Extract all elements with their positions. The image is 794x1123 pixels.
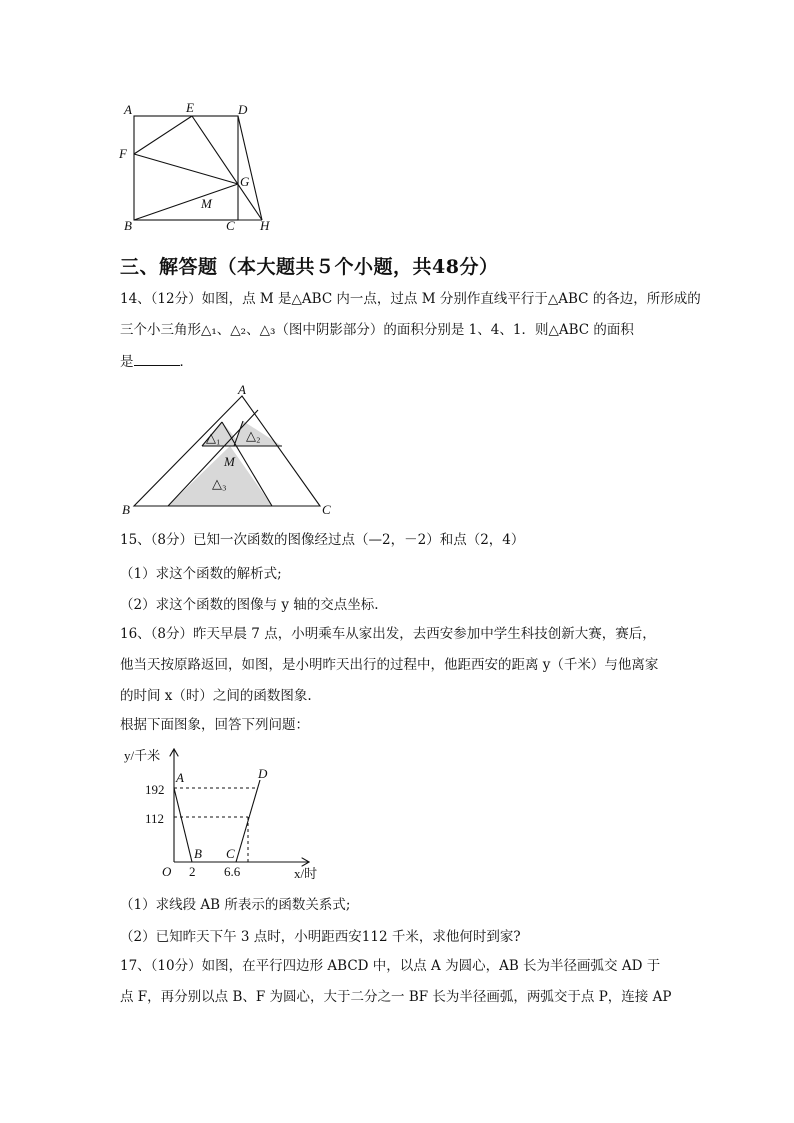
square-figure [110, 96, 290, 236]
label-h: H [260, 218, 270, 233]
graph-point-c: C [226, 846, 235, 861]
graph-point-a: A [176, 770, 184, 785]
segment-ab [174, 788, 192, 862]
label-d: D [238, 102, 248, 117]
q16-line1: 16、（8分）昨天早晨 7 点，小明乘车从家出发，去西安参加中学生科技创新大赛，赛后， [120, 626, 656, 642]
graph-ylabel: y/千米 [124, 748, 161, 763]
segment-fg [134, 154, 238, 184]
distance-time-graph [118, 742, 328, 884]
graph-xlabel: x/时 [294, 866, 318, 881]
segment-fe [134, 116, 192, 154]
square-abcd [134, 116, 238, 220]
q14-line3 [120, 351, 193, 372]
label-f: F [119, 146, 127, 161]
answer-blank [134, 351, 180, 366]
label-m: M [201, 196, 212, 211]
q14-line2: 三个小三角形△₁、△₂、△₃（图中阴影部分）的面积分别是 1、4、1．则△ABC 的面积 [120, 322, 634, 338]
tri-label-1: △₁ [206, 430, 221, 445]
graph-ytick-192: 192 [145, 782, 165, 797]
segment-bg [134, 184, 238, 220]
q16-sub1: （1）求线段 AB 所表示的函数关系式; [120, 897, 351, 913]
q14-line3-prefix: 是 [120, 354, 134, 370]
graph-xtick-2: 2 [189, 864, 196, 879]
label-b: B [124, 218, 132, 233]
q14-line1: 14、（12分）如图，点 M 是△ABC 内一点，过点 M 分别作直线平行于△ABC 的各边，所形成的 [120, 291, 701, 307]
label-a: A [124, 102, 132, 117]
label-g: G [240, 174, 250, 189]
section-heading: 三、解答题（本大题共５个小题，共48分） [120, 256, 499, 278]
q15-sub1: （1）求这个函数的解析式; [120, 566, 282, 582]
q17-line2: 点 F，再分别以点 B、F 为圆心，大于二分之一 BF 长为半径画弧，两弧交于点 P，连接 AP [120, 989, 672, 1005]
tri-label-m: M [224, 454, 235, 469]
graph-ytick-112: 112 [145, 811, 165, 826]
tri-label-a: A [238, 382, 246, 397]
graph-xtick-6-6: 6.6 [224, 864, 241, 879]
tri-label-3: △₃ [212, 476, 227, 491]
q14-line3-suffix: ． [179, 354, 193, 370]
q15-line1: 15、（8分）已知一次函数的图像经过点（—2，－2）和点（2，4） [120, 532, 525, 548]
tri-label-b: B [122, 502, 130, 517]
graph-point-d: D [258, 766, 268, 781]
q16-line3: 的时间 x（时）之间的函数图象. [120, 688, 312, 704]
label-e: E [186, 100, 194, 115]
q15-sub2: （2）求这个函数的图像与 y 轴的交点坐标. [120, 597, 379, 613]
label-c: C [226, 218, 235, 233]
tri-label-c: C [322, 502, 331, 517]
q17-line1: 17、（10分）如图，在平行四边形 ABCD 中，以点 A 为圆心，AB 长为半径画弧交 AD 于 [120, 958, 661, 974]
graph-origin: O [162, 864, 172, 879]
graph-point-b: B [194, 846, 202, 861]
q16-sub2: （2）已知昨天下午 3 点时，小明距西安112 千米，求他何时到家? [120, 929, 521, 945]
segment-dh [238, 116, 262, 220]
q16-line4: 根据下面图象，回答下列问题： [120, 717, 309, 733]
triangle-figure [118, 382, 338, 518]
tri-label-2: △₂ [246, 428, 261, 443]
q16-line2: 他当天按原路返回，如图，是小明昨天出行的过程中，他距西安的距离 y（千米）与他离家 [120, 657, 659, 673]
